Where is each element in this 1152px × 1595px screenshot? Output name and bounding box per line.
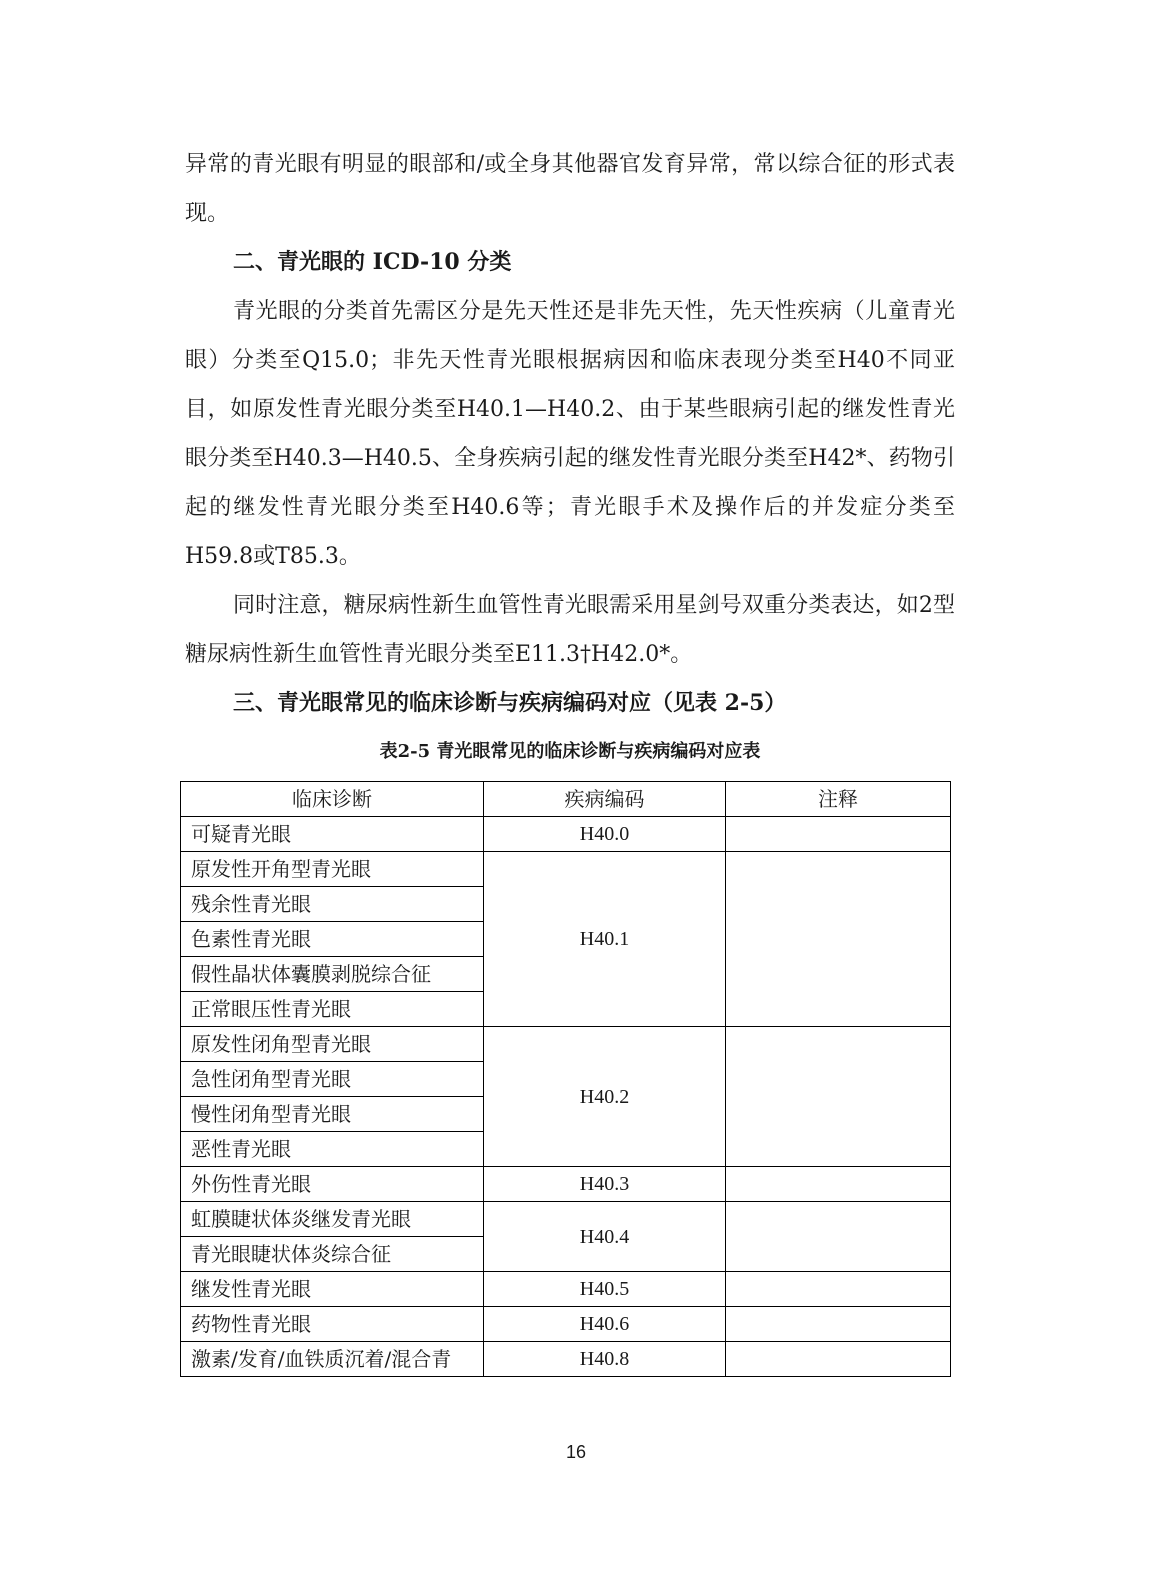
table-row xyxy=(181,1027,951,1062)
diagnosis-cell: 可疑青光眼 xyxy=(181,817,484,852)
diagnosis-cell: 正常眼压性青光眼 xyxy=(181,992,484,1027)
note-cell xyxy=(726,1342,951,1377)
note-cell xyxy=(726,852,951,1027)
table-row xyxy=(181,1272,951,1307)
section-heading-mapping: 三、青光眼常见的临床诊断与疾病编码对应（见表 2-5） xyxy=(233,690,787,716)
paragraph-classification: 青光眼的分类首先需区分是先天性还是非先天性，先天性疾病（儿童青光眼）分类至Q15.0；非先天性青光眼根据病因和临床表现分类至H40不同亚目，如原发性青光眼分类至H40.1—H40.2、由于某些眼病引起的继发性青光眼分类至H40.3—H40.5、全身疾病引起的继发性青光眼分类至H42*、药物引起的继发性青光眼分类至H40.6等；青光眼手术及操作后的并发症分类至H59.8或T85.3。 xyxy=(185,299,955,569)
note-cell xyxy=(726,1272,951,1307)
diagnosis-cell: 残余性青光眼 xyxy=(181,887,484,922)
table-row xyxy=(181,1202,951,1237)
header-note: 注释 xyxy=(726,782,951,817)
page-number: 16 xyxy=(565,1442,587,1462)
table-caption: 表2-5 青光眼常见的临床诊断与疾病编码对应表 xyxy=(379,741,761,762)
diagnosis-cell: 继发性青光眼 xyxy=(181,1272,484,1307)
header-code: 疾病编码 xyxy=(484,782,726,817)
note-cell xyxy=(726,817,951,852)
diagnosis-cell: 急性闭角型青光眼 xyxy=(181,1062,484,1097)
table-row xyxy=(181,1307,951,1342)
table-row xyxy=(181,1167,951,1202)
diagnosis-code-table xyxy=(180,781,951,1377)
section-heading-icd10: 二、青光眼的 ICD-10 分类 xyxy=(233,249,512,275)
diagnosis-cell: 虹膜睫状体炎继发青光眼 xyxy=(181,1202,484,1237)
code-cell: H40.1 xyxy=(484,852,726,1027)
diagnosis-cell: 激素/发育/血铁质沉着/混合青 xyxy=(181,1342,484,1377)
diagnosis-cell: 药物性青光眼 xyxy=(181,1307,484,1342)
diagnosis-cell: 原发性闭角型青光眼 xyxy=(181,1027,484,1062)
diagnosis-cell: 慢性闭角型青光眼 xyxy=(181,1097,484,1132)
code-cell: H40.2 xyxy=(484,1027,726,1167)
paragraph-continuation: 异常的青光眼有明显的眼部和/或全身其他器官发育异常，常以综合征的形式表现。 xyxy=(185,152,955,226)
diagnosis-cell: 青光眼睫状体炎综合征 xyxy=(181,1237,484,1272)
note-cell xyxy=(726,1202,951,1272)
code-cell: H40.3 xyxy=(484,1167,726,1202)
code-cell: H40.6 xyxy=(484,1307,726,1342)
table-header-row xyxy=(181,782,951,817)
diagnosis-cell: 恶性青光眼 xyxy=(181,1132,484,1167)
diagnosis-cell: 色素性青光眼 xyxy=(181,922,484,957)
table-body xyxy=(181,817,951,1377)
paragraph-dual-coding: 同时注意，糖尿病性新生血管性青光眼需采用星剑号双重分类表达，如2型糖尿病性新生血管性青光眼分类至E11.3†H42.0*。 xyxy=(185,593,955,667)
code-cell: H40.5 xyxy=(484,1272,726,1307)
body-text xyxy=(185,140,955,770)
code-cell: H40.0 xyxy=(484,817,726,852)
note-cell xyxy=(726,1167,951,1202)
diagnosis-cell: 外伤性青光眼 xyxy=(181,1167,484,1202)
header-diagnosis: 临床诊断 xyxy=(181,782,484,817)
note-cell xyxy=(726,1307,951,1342)
code-cell: H40.8 xyxy=(484,1342,726,1377)
table-row xyxy=(181,817,951,852)
note-cell xyxy=(726,1027,951,1167)
table-row xyxy=(181,852,951,887)
diagnosis-cell: 假性晶状体囊膜剥脱综合征 xyxy=(181,957,484,992)
code-cell: H40.4 xyxy=(484,1202,726,1272)
table-row xyxy=(181,1342,951,1377)
diagnosis-cell: 原发性开角型青光眼 xyxy=(181,852,484,887)
